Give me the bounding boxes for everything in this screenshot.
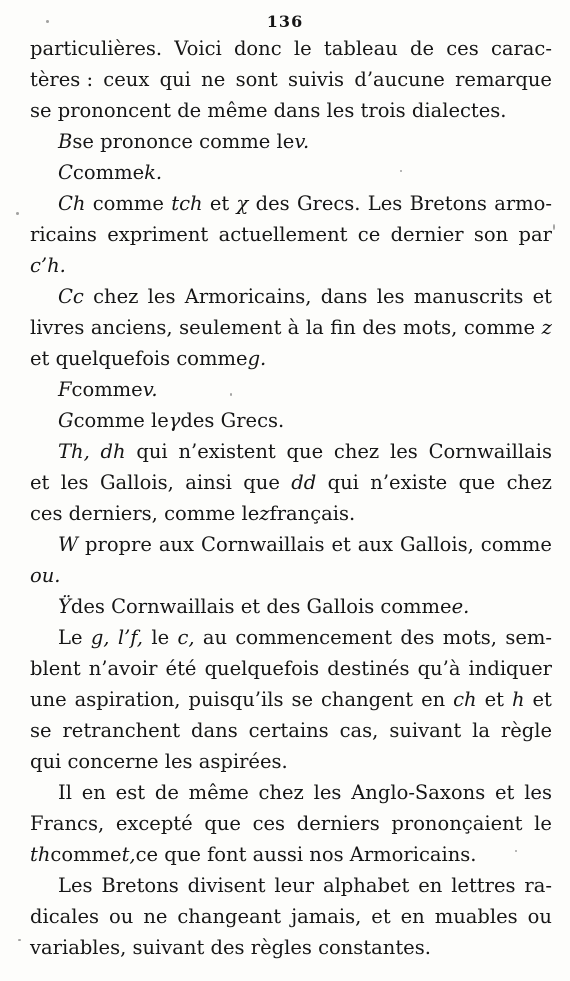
text-line (30, 126, 552, 157)
text-line (30, 281, 552, 312)
word: Cornwaillais (201, 533, 325, 556)
word: les (524, 781, 552, 804)
word: particulières. (30, 37, 163, 60)
word: mots, (442, 626, 498, 649)
word: des Cornwaillais et des Gallois comme (70, 595, 452, 618)
word: en (81, 781, 106, 804)
word: suivant (389, 719, 462, 742)
word: que (243, 471, 280, 494)
word: alphabet (322, 874, 410, 897)
word: Le (58, 626, 83, 649)
word: ou (109, 905, 134, 928)
text-line (30, 715, 552, 746)
word: et (484, 688, 504, 711)
word: destinés (327, 657, 410, 680)
word: de (410, 37, 435, 60)
word: chez (506, 471, 552, 494)
text-line (30, 157, 552, 188)
word: des (400, 626, 435, 649)
italic-word: C (58, 161, 73, 184)
word: chez (333, 440, 380, 463)
italic-word: v. (142, 378, 158, 401)
word: au (202, 626, 228, 649)
word: fin (330, 316, 356, 339)
text-line (30, 95, 552, 126)
word: de (154, 781, 179, 804)
word: les (376, 285, 405, 308)
word: en (418, 874, 443, 897)
word: actuellement (218, 223, 348, 246)
word: les (60, 471, 89, 494)
word: expriment (107, 223, 209, 246)
italic-word: v. (294, 130, 310, 153)
word: seulement à (179, 316, 300, 339)
word: Bretons (101, 874, 179, 897)
word: n’avoir (88, 657, 158, 680)
word: Bretons (409, 192, 487, 215)
word: propre (85, 533, 152, 556)
word: qui (159, 68, 191, 91)
italic-word: g, (90, 626, 110, 649)
word: qu’à (417, 657, 461, 680)
word: derniers (296, 812, 380, 835)
text-line (30, 591, 552, 622)
word: comme (480, 533, 552, 556)
word: comme (72, 161, 145, 184)
word: tableau (323, 37, 398, 60)
italic-word: dh (100, 440, 126, 463)
word: en (400, 905, 425, 928)
word: retranchent (62, 719, 181, 742)
word: la (472, 719, 490, 742)
word: aux (158, 533, 195, 556)
word: le (151, 626, 170, 649)
word: Armoricains, (184, 285, 312, 308)
text-line (30, 560, 552, 591)
word: ra- (524, 874, 552, 897)
word: que (286, 440, 324, 463)
word: Grecs. (296, 192, 361, 215)
word: par (518, 223, 552, 246)
word: règle (500, 719, 552, 742)
italic-word: G (58, 409, 74, 432)
text-line (30, 250, 552, 281)
italic-word: Cc (58, 285, 84, 308)
word: et (331, 533, 351, 556)
word: été (165, 657, 197, 680)
word: changeant (177, 905, 282, 928)
word: remarque (455, 68, 552, 91)
ink-speck (515, 850, 517, 852)
word: ce que font aussi nos Armoricains. (135, 843, 477, 866)
text-line (30, 839, 552, 870)
word: leur (274, 874, 315, 897)
text-line (30, 777, 552, 808)
word: se (30, 719, 52, 742)
text-line (30, 746, 552, 777)
ink-speck (46, 20, 49, 23)
word: des (255, 192, 290, 215)
word: muables (434, 905, 518, 928)
word: suivis (288, 68, 345, 91)
italic-word: k. (144, 161, 163, 184)
word: ne (201, 68, 226, 91)
word: livres (30, 316, 85, 339)
word: excepté (115, 812, 193, 835)
ink-speck (230, 393, 232, 396)
word: qui concerne les aspirées. (30, 750, 288, 773)
italic-word: g. (247, 347, 267, 370)
italic-word: h (511, 688, 525, 711)
italic-word: F (58, 378, 72, 401)
word: Les (367, 192, 403, 215)
text-line (30, 312, 552, 343)
word: se prononcent de même dans les trois dialectes. (30, 99, 507, 122)
word: ne (143, 905, 168, 928)
word: Gallois, (99, 471, 174, 494)
word: puisqu’ils (188, 688, 284, 711)
word: manuscrits (413, 285, 524, 308)
word: ricains (30, 223, 97, 246)
word: n’existent (178, 440, 276, 463)
word: le (534, 812, 552, 835)
word: changent (321, 688, 414, 711)
word: que (204, 812, 241, 835)
word: ou (527, 905, 552, 928)
text-line (30, 932, 552, 963)
word: carac- (490, 37, 552, 60)
word: et quelquefois comme (30, 347, 248, 370)
italic-word: Ÿ (58, 595, 71, 618)
text-line (30, 529, 552, 560)
word: la (305, 316, 324, 339)
word: se prononce comme le (72, 130, 295, 153)
word: tères : (30, 68, 94, 91)
text-line (30, 219, 552, 250)
word: aspiration, (74, 688, 181, 711)
word: commencement (235, 626, 393, 649)
word: n’existe (370, 471, 448, 494)
italic-word: c’h. (30, 254, 66, 277)
word: même (188, 781, 249, 804)
word: les (147, 285, 176, 308)
word: sont (235, 68, 278, 91)
word: prononçaient (391, 812, 523, 835)
text-line (30, 467, 552, 498)
word: ceux (103, 68, 150, 91)
word: des (362, 316, 397, 339)
word: le (293, 37, 312, 60)
word: Francs, (30, 812, 105, 835)
word: comme le (73, 409, 169, 432)
word: en (421, 688, 446, 711)
italic-word: t, (121, 843, 136, 866)
text-line (30, 653, 552, 684)
word: Il (58, 781, 72, 804)
word: comme (71, 378, 143, 401)
word: comme (50, 843, 122, 866)
italic-word: W (58, 533, 79, 556)
text-line (30, 374, 552, 405)
word: indiquer (468, 657, 552, 680)
text-line (30, 684, 552, 715)
word: une (30, 688, 67, 711)
word: Voici (174, 37, 222, 60)
text-line (30, 622, 552, 653)
word: les (389, 440, 418, 463)
word: comme (92, 192, 164, 215)
word: d’aucune (354, 68, 445, 91)
word: blent (30, 657, 81, 680)
italic-word: ch (453, 688, 477, 711)
word: est (115, 781, 146, 804)
word: Gallois, (399, 533, 474, 556)
italic-word: Th, (58, 440, 90, 463)
word: jamais, (291, 905, 362, 928)
word: et (30, 471, 50, 494)
italic-word: γ (168, 409, 181, 432)
word: dernier (390, 223, 464, 246)
text-line (30, 343, 552, 374)
word: que (458, 471, 496, 494)
word: aux (357, 533, 393, 556)
text-line (30, 870, 552, 901)
word: Cornwaillais (428, 440, 552, 463)
word: qui (327, 471, 359, 494)
word: lettres (451, 874, 516, 897)
text-line (30, 64, 552, 95)
text-line (30, 901, 552, 932)
text-line (30, 498, 552, 529)
text-line (30, 436, 552, 467)
word: des Grecs. (180, 409, 285, 432)
italic-word: B (58, 130, 73, 153)
word: ces (252, 812, 286, 835)
word: dans (191, 719, 238, 742)
italic-word: c, (177, 626, 195, 649)
word: armo- (494, 192, 552, 215)
italic-word: z (259, 502, 270, 525)
word: mots, (403, 316, 458, 339)
word: variables, suivant des règles constantes. (30, 936, 431, 959)
text-line (30, 405, 552, 436)
italic-word: z (541, 316, 552, 339)
word: anciens, (90, 316, 173, 339)
word: et (209, 192, 230, 215)
text-line (30, 188, 552, 219)
word: ces derniers, comme le (30, 502, 260, 525)
word: se (291, 688, 314, 711)
ink-speck (553, 224, 555, 230)
word: dans (320, 285, 368, 308)
word: sem- (505, 626, 552, 649)
word: comme (463, 316, 536, 339)
italic-word: l’f, (117, 626, 143, 649)
word: et (371, 905, 391, 928)
italic-word: dd (291, 471, 317, 494)
word: qui (136, 440, 168, 463)
word: donc (233, 37, 282, 60)
word: français. (269, 502, 356, 525)
word: ainsi (185, 471, 232, 494)
word: dicales (30, 905, 100, 928)
word: chez (93, 285, 139, 308)
italic-word: χ (236, 192, 249, 215)
word: chez (258, 781, 304, 804)
word: divisent (187, 874, 266, 897)
italic-word: th (30, 843, 51, 866)
text-line (30, 33, 552, 64)
word: ce (357, 223, 381, 246)
word: Les (58, 874, 93, 897)
body-text (30, 33, 552, 963)
ink-speck (16, 212, 19, 215)
italic-word: tch (171, 192, 203, 215)
word: cas, (339, 719, 379, 742)
word: les (313, 781, 342, 804)
word: et (532, 688, 552, 711)
italic-word: e. (451, 595, 470, 618)
word: ces (446, 37, 479, 60)
ink-speck (400, 170, 402, 172)
word: et (495, 781, 515, 804)
ink-speck (18, 939, 21, 941)
italic-word: ou. (30, 564, 61, 587)
text-line (30, 808, 552, 839)
word: quelquefois (204, 657, 320, 680)
word: certains (248, 719, 329, 742)
italic-word: Ch (58, 192, 86, 215)
word: Anglo-Saxons (351, 781, 486, 804)
word: et (532, 285, 552, 308)
page-number: 136 (266, 12, 304, 31)
word: son (473, 223, 509, 246)
